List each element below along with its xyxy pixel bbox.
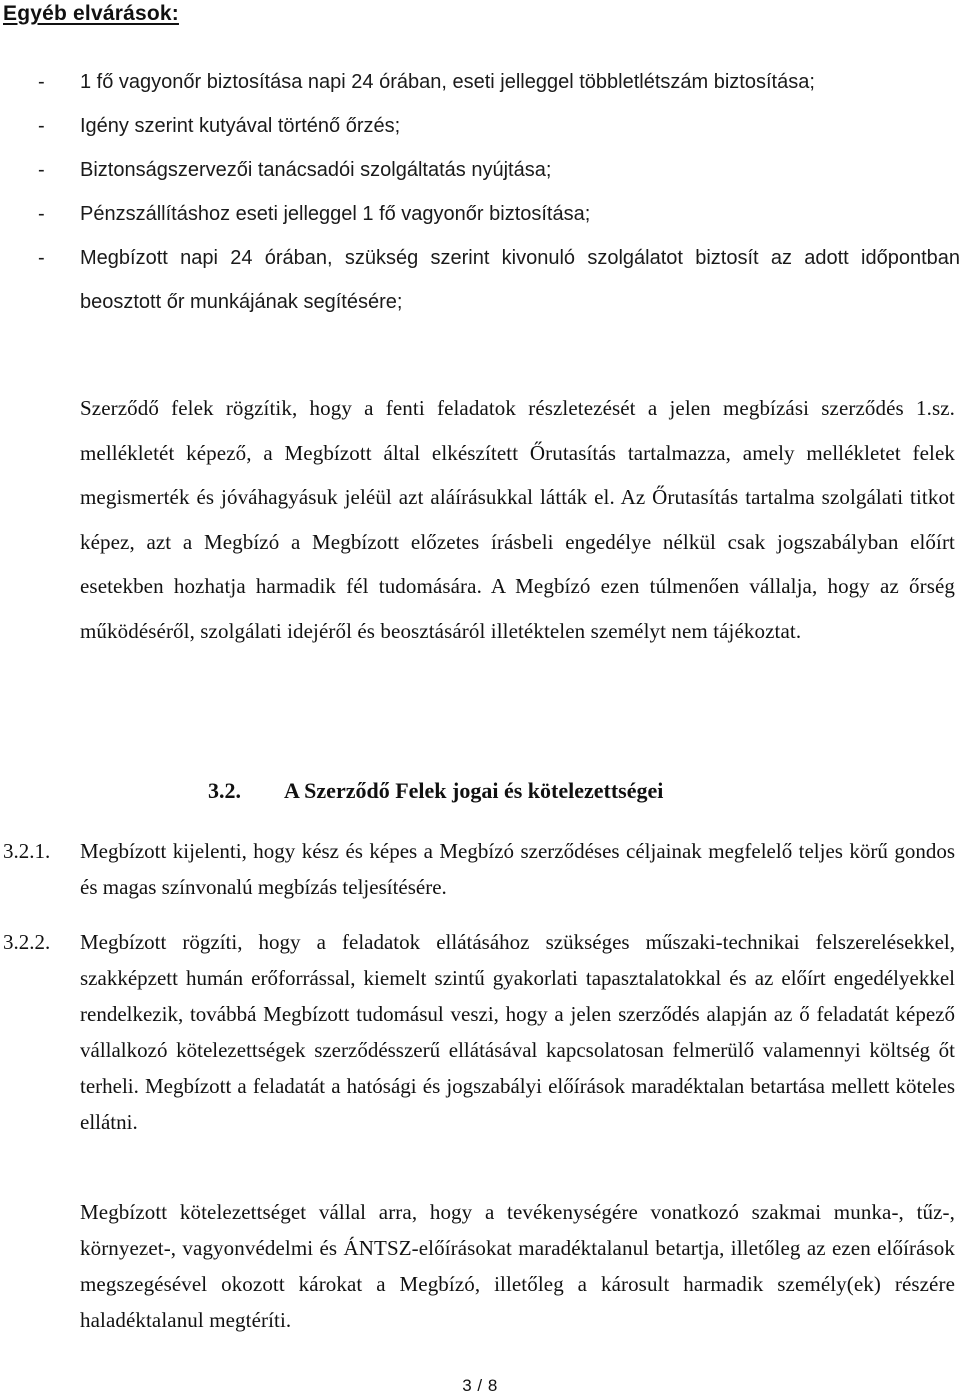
- list-item-text: Igény szerint kutyával történő őrzés;: [80, 115, 401, 137]
- subsection-number: 3.2.: [208, 778, 241, 803]
- bullet-dash: -: [38, 159, 45, 181]
- page-number: 3 / 8: [462, 1376, 498, 1395]
- instruction-paragraph: Szerződő felek rögzítik, hogy a fenti feladatok részletezését a jelen megbízási szerződés 1.sz. mellékletét képező, a Megbízott által elkészített Őrutasítás tartalmazza, amely mellékletet felek megismerték és jóváhagyásuk jeléül azt aláírásukkal látták el. Az Őrutasítás tartalma szolgálati titkot képez, azt a Megbízó a Megbízott előzetes írásbeli engedélye nélkül csak jogszabályban előírt esetekben hozhatja harmadik fél tudomására. A Megbízó ezen túlmenően vállalja, hogy az őrség működéséről, szolgálati idejéről és beosztásáról illetéktelen személyt nem tájékoztat.: [80, 396, 955, 643]
- list-item: [38, 60, 960, 104]
- list-item: [38, 192, 960, 236]
- list-item: [38, 236, 960, 324]
- list-item-text: 1 fő vagyonőr biztosítása napi 24 órában, eseti jelleggel többletlétszám biztosítása;: [80, 71, 815, 93]
- clause-number: 3.2.2.: [3, 930, 51, 954]
- obligation-paragraph: Megbízott kötelezettséget vállal arra, hogy a tevékenységére vonatkozó szakmai munka-, tűz-, környezet-, vagyonvédelmi és ÁNTSZ-előírásokat maradéktalanul betartja, illetőleg az ezen előírások megszegésével okozott károkat a Megbízó, illetőleg a károsult harmadik személy(ek) részére haladéktalanul megtéríti.: [80, 1200, 955, 1332]
- numbered-clause: [3, 924, 955, 1140]
- list-item-text: Pénzszállításhoz eseti jelleggel 1 fő vagyonőr biztosítása;: [80, 203, 591, 225]
- bullet-dash: -: [38, 247, 45, 269]
- bullet-dash: -: [38, 203, 45, 225]
- subsection-title: [208, 776, 663, 806]
- list-item: [38, 104, 960, 148]
- list-item-text: Megbízott napi 24 órában, szükség szerint kivonuló szolgálatot biztosít az adott időpontban beosztott őr munkájának segítésére;: [80, 247, 960, 313]
- bullet-dash: -: [38, 71, 45, 93]
- clause-text: Megbízott kijelenti, hogy kész és képes a Megbízó szerződéses céljainak megfelelő teljes körű gondos és magas színvonalú megbízás teljesítésére.: [80, 839, 955, 899]
- subsection-title-text: A Szerződő Felek jogai és kötelezettségei: [284, 778, 664, 803]
- list-item: [38, 148, 960, 192]
- clause-number: 3.2.1.: [3, 839, 51, 863]
- list-item-text: Biztonságszervezői tanácsadói szolgáltatás nyújtása;: [80, 159, 552, 181]
- bullet-dash: -: [38, 115, 45, 137]
- numbered-clause: [3, 833, 955, 905]
- clause-text: Megbízott rögzíti, hogy a feladatok ellátásához szükséges műszaki-technikai felszerelésekkel, szakképzett humán erőforrással, kiemelt szintű gyakorlati tapasztalatokkal és az előírt engedélyekkel rendelkezik, továbbá Megbízott tudomásul veszi, hogy a jelen szerződés alapján az ő feladatát képező vállalkozó kötelezettségek szerződésszerű ellátásával kapcsolatosan felmerülő valamennyi költség őt terheli. Megbízott a feladatát a hatósági és jogszabályi előírások maradéktalan betartása mellett köteles ellátni.: [80, 930, 955, 1134]
- requirements-list: [38, 60, 960, 324]
- section-heading: Egyéb elvárások:: [3, 2, 179, 25]
